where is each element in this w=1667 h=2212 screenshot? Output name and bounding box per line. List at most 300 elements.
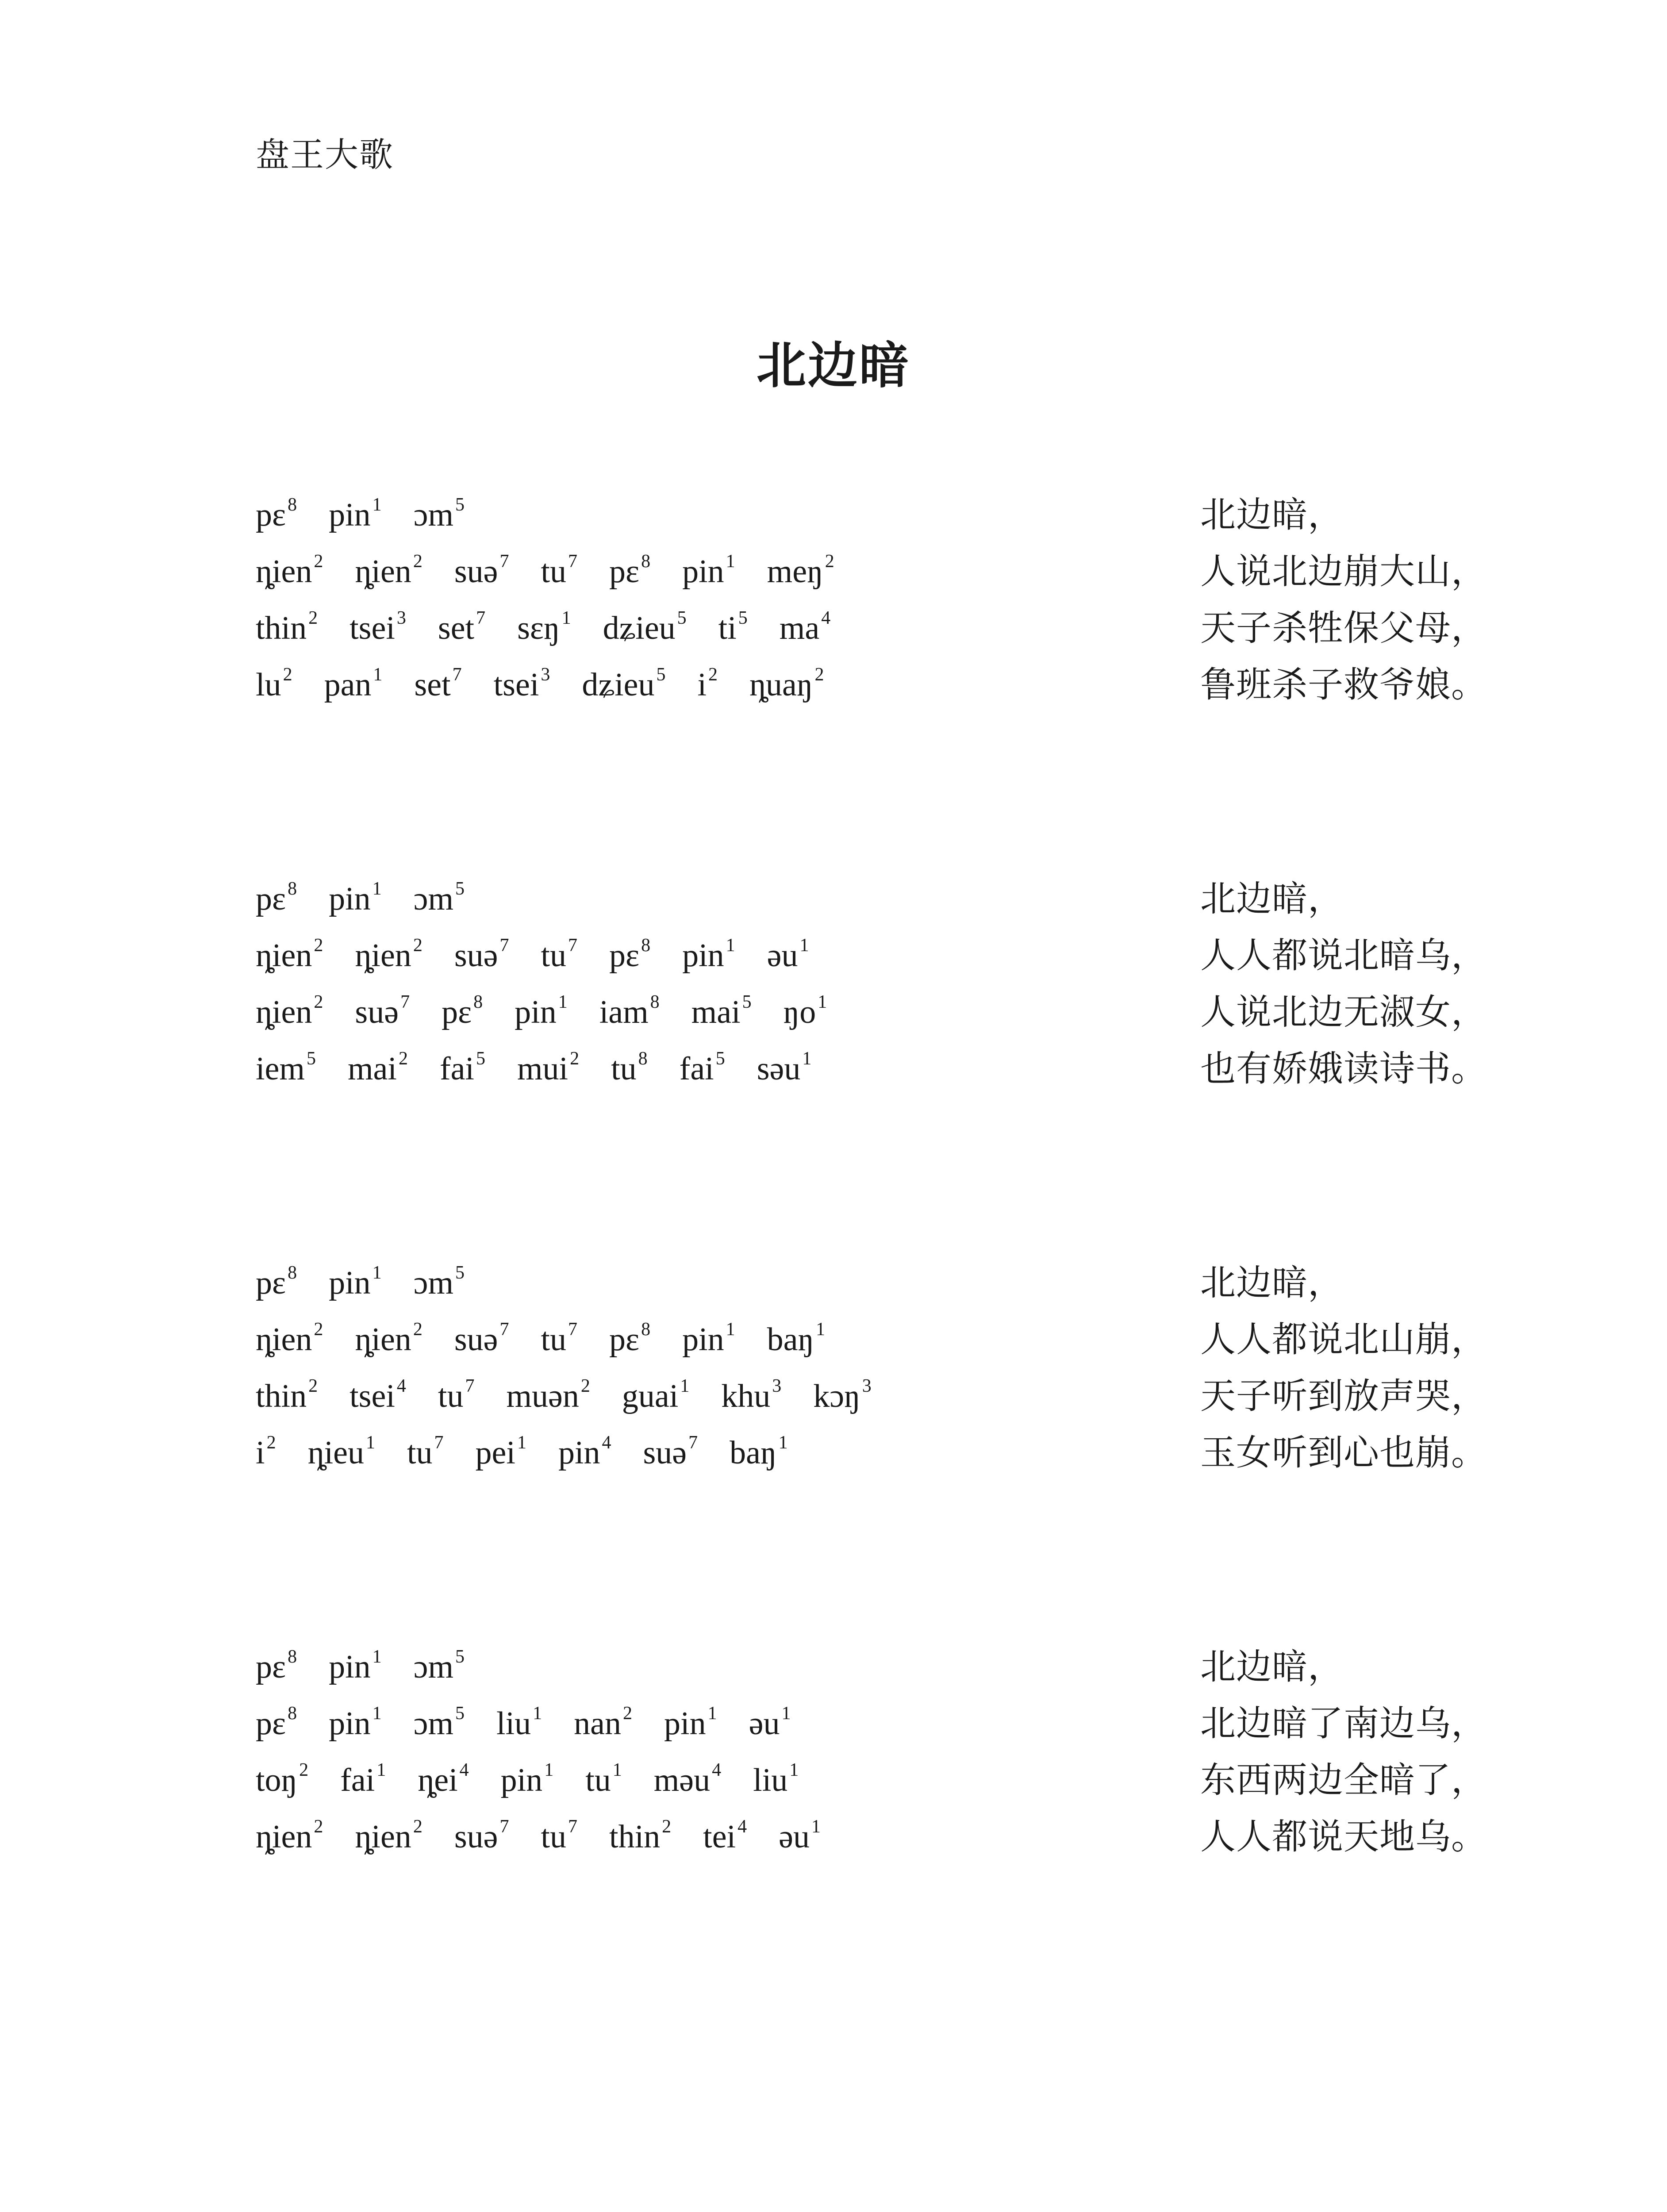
syllable — [454, 543, 509, 600]
syllable — [256, 1368, 318, 1425]
romanized-line — [256, 984, 859, 1041]
syllable-text: ŋo — [783, 994, 816, 1030]
tone-number: 1 — [372, 1703, 382, 1724]
romanized-line — [256, 1695, 822, 1752]
chinese-line: 东西两边全暗了， — [1200, 1759, 1487, 1801]
chinese-line: 人说北边无淑女， — [1200, 991, 1487, 1033]
syllable — [517, 1041, 579, 1097]
tone-number: 2 — [314, 935, 323, 956]
tone-number: 7 — [452, 664, 462, 685]
syllable-text: səu — [757, 1051, 801, 1087]
tone-number: 2 — [662, 1816, 672, 1837]
syllable-text: mui — [517, 1051, 568, 1087]
syllable — [609, 1311, 650, 1368]
syllable-text: tu — [407, 1435, 433, 1471]
syllable — [414, 1255, 465, 1311]
verse-line — [256, 1311, 1494, 1368]
syllable — [256, 1639, 297, 1695]
syllable-text: pin — [329, 881, 371, 917]
tone-number: 4 — [712, 1760, 722, 1781]
tone-number: 3 — [772, 1376, 782, 1397]
tone-number: 1 — [726, 1319, 735, 1340]
syllable — [541, 927, 577, 984]
tone-number: 5 — [455, 1647, 465, 1667]
tone-number: 2 — [623, 1703, 633, 1724]
syllable — [438, 600, 485, 657]
tone-number: 7 — [400, 992, 410, 1013]
syllable — [256, 1311, 323, 1368]
syllable-text: tei — [703, 1819, 736, 1855]
tone-number: 4 — [602, 1432, 611, 1453]
syllable-text: liu — [496, 1705, 531, 1742]
syllable — [784, 984, 827, 1041]
syllable — [749, 1695, 791, 1752]
syllable — [691, 984, 752, 1041]
syllable-text: meŋ — [767, 553, 823, 590]
tone-number: 1 — [802, 1048, 812, 1069]
chinese-line: 北边暗， — [1200, 1262, 1344, 1303]
romanized-line — [256, 1752, 830, 1809]
syllable-text: suə — [454, 1819, 498, 1855]
syllable — [355, 543, 422, 600]
tone-number: 1 — [726, 551, 735, 572]
syllable-text: set — [438, 610, 475, 646]
verse-line — [256, 1368, 1494, 1425]
tone-number: 8 — [288, 495, 297, 515]
syllable-text: pɛ — [256, 497, 286, 533]
syllable-text: ȵien — [256, 937, 312, 974]
syllable-text: suə — [643, 1435, 687, 1471]
tone-number: 8 — [641, 1319, 651, 1340]
syllable — [703, 1809, 747, 1865]
syllable — [767, 927, 809, 984]
syllable-text: əu — [749, 1705, 780, 1742]
tone-number: 5 — [455, 495, 465, 515]
tone-number: 5 — [306, 1048, 316, 1069]
syllable-text: mai — [347, 1051, 397, 1087]
verse-line — [256, 871, 1494, 927]
poem-body — [256, 487, 1494, 2023]
tone-number: 4 — [396, 1376, 406, 1397]
syllable — [418, 1752, 469, 1809]
syllable-text: pin — [664, 1705, 706, 1742]
syllable-text: ȵien — [256, 553, 312, 590]
syllable-text: ȵien — [355, 1321, 411, 1358]
syllable — [329, 1639, 382, 1695]
tone-number: 8 — [638, 1048, 648, 1069]
syllable — [256, 1752, 308, 1809]
syllable-text: pin — [682, 937, 724, 974]
syllable-text: tu — [541, 1321, 567, 1358]
tone-number: 2 — [314, 1319, 323, 1340]
romanized-line — [256, 1809, 853, 1865]
chinese-line: 天子听到放声哭， — [1200, 1375, 1487, 1417]
syllable — [348, 1041, 408, 1097]
syllable-text: dʑieu — [582, 667, 655, 703]
syllable — [813, 1368, 871, 1425]
syllable-text: iam — [599, 994, 649, 1030]
tone-number: 3 — [396, 608, 406, 629]
syllable — [501, 1752, 554, 1809]
syllable — [515, 984, 568, 1041]
syllable — [454, 1809, 509, 1865]
syllable-text: ɔm — [413, 881, 454, 917]
syllable-text: fai — [439, 1051, 474, 1087]
syllable-text: pin — [558, 1435, 600, 1471]
chinese-line: 人人都说天地乌。 — [1200, 1816, 1487, 1857]
tone-number: 4 — [821, 608, 831, 629]
poem-title: 北边暗 — [757, 337, 910, 395]
syllable — [329, 871, 382, 927]
syllable — [476, 1425, 526, 1481]
syllable-text: guai — [622, 1378, 679, 1414]
syllable-text: lu — [256, 667, 281, 703]
syllable — [340, 1752, 386, 1809]
syllable-text: nan — [574, 1705, 622, 1742]
syllable-text: tu — [541, 1819, 567, 1855]
syllable-text: ɔm — [413, 1705, 454, 1742]
tone-number: 5 — [455, 879, 465, 899]
syllable-text: pin — [500, 1762, 543, 1798]
verse-line — [256, 1809, 1494, 1865]
syllable — [611, 1041, 648, 1097]
tone-number: 5 — [656, 664, 666, 685]
syllable-text: mai — [691, 994, 741, 1030]
chinese-line: 玉女听到心也崩。 — [1200, 1432, 1487, 1473]
tone-number: 5 — [677, 608, 687, 629]
tone-number: 5 — [738, 608, 748, 629]
tone-number: 7 — [568, 551, 578, 572]
tone-number: 5 — [742, 992, 752, 1013]
tone-number: 2 — [308, 608, 318, 629]
tone-number: 1 — [558, 992, 568, 1013]
tone-number: 2 — [314, 1816, 323, 1837]
syllable-text: fai — [340, 1762, 375, 1798]
tone-number: 4 — [737, 1816, 747, 1837]
syllable-text: i — [697, 667, 707, 703]
stanza — [256, 1639, 1494, 1865]
tone-number: 1 — [544, 1760, 554, 1781]
syllable-text: tu — [541, 553, 567, 590]
tone-number: 1 — [533, 1703, 542, 1724]
tone-number: 1 — [781, 1703, 791, 1724]
tone-number: 3 — [541, 664, 550, 685]
tone-number: 7 — [568, 1816, 578, 1837]
syllable — [721, 1368, 781, 1425]
tone-number: 7 — [434, 1432, 444, 1453]
tone-number: 2 — [398, 1048, 408, 1069]
syllable — [329, 1695, 382, 1752]
syllable — [718, 600, 748, 657]
syllable — [622, 1368, 689, 1425]
tone-number: 8 — [288, 1263, 297, 1283]
tone-number: 2 — [266, 1432, 276, 1453]
syllable — [414, 1639, 465, 1695]
syllable — [654, 1752, 721, 1809]
syllable — [442, 984, 483, 1041]
tone-number: 1 — [372, 879, 382, 899]
syllable-text: pin — [329, 497, 371, 533]
syllable — [574, 1695, 632, 1752]
syllable — [355, 927, 422, 984]
tone-number: 2 — [708, 664, 718, 685]
syllable-text: baŋ — [767, 1321, 814, 1358]
tone-number: 5 — [455, 1263, 465, 1283]
tone-number: 7 — [688, 1432, 698, 1453]
chinese-line: 人人都说北暗乌， — [1200, 935, 1487, 976]
syllable-text: ma — [779, 610, 820, 646]
tone-number: 7 — [499, 1816, 509, 1837]
tone-number: 2 — [299, 1760, 309, 1781]
romanized-line — [256, 657, 856, 713]
tone-number: 5 — [476, 1048, 485, 1069]
tone-number: 2 — [314, 992, 323, 1013]
romanized-line — [256, 1311, 857, 1368]
syllable — [355, 1311, 422, 1368]
syllable-text: pin — [329, 1705, 371, 1742]
syllable — [256, 543, 323, 600]
syllable-text: pɛ — [609, 937, 640, 974]
tone-number: 5 — [715, 1048, 725, 1069]
tone-number: 2 — [413, 935, 423, 956]
syllable — [582, 657, 665, 713]
tone-number: 1 — [789, 1760, 799, 1781]
syllable — [541, 543, 577, 600]
syllable-text: pin — [682, 553, 724, 590]
chinese-line: 人人都说北山崩， — [1200, 1319, 1487, 1360]
tone-number: 2 — [413, 1816, 423, 1837]
tone-number: 2 — [825, 551, 834, 572]
syllable — [682, 543, 735, 600]
tone-number: 8 — [288, 1703, 297, 1724]
syllable-text: khu — [721, 1378, 771, 1414]
running-head: 盘王大歌 — [256, 135, 394, 174]
syllable-text: thin — [609, 1819, 661, 1855]
syllable — [256, 1809, 323, 1865]
syllable-text: iem — [256, 1051, 305, 1087]
romanized-line — [256, 1425, 820, 1481]
syllable — [350, 1368, 406, 1425]
syllable-text: pin — [515, 994, 557, 1030]
syllable — [541, 1311, 577, 1368]
syllable-text: ȵien — [355, 553, 411, 590]
tone-number: 2 — [580, 1376, 590, 1397]
syllable-text: suə — [355, 994, 399, 1030]
syllable-text: ȵei — [418, 1762, 458, 1798]
syllable-text: i — [256, 1435, 265, 1471]
syllable-text: fai — [679, 1051, 714, 1087]
romanized-line — [256, 871, 496, 927]
syllable-text: ɔm — [413, 497, 454, 533]
syllable — [767, 1311, 825, 1368]
syllable-text: muən — [506, 1378, 579, 1414]
romanized-line — [256, 1368, 903, 1425]
syllable — [256, 1425, 276, 1481]
tone-number: 1 — [707, 1703, 717, 1724]
romanized-line — [256, 487, 496, 543]
tone-number: 8 — [473, 992, 483, 1013]
syllable — [664, 1695, 717, 1752]
syllable — [609, 927, 650, 984]
verse-line — [256, 927, 1494, 984]
syllable — [329, 487, 382, 543]
syllable-text: liu — [753, 1762, 788, 1798]
verse-line — [256, 543, 1494, 600]
tone-number: 7 — [499, 1319, 509, 1340]
verse-line — [256, 487, 1494, 543]
stanza — [256, 871, 1494, 1097]
tone-number: 2 — [814, 664, 824, 685]
syllable — [256, 487, 297, 543]
syllable — [599, 984, 660, 1041]
syllable — [454, 927, 509, 984]
syllable — [414, 657, 461, 713]
romanized-line — [256, 927, 841, 984]
tone-number: 8 — [650, 992, 660, 1013]
syllable — [749, 657, 824, 713]
tone-number: 1 — [799, 935, 809, 956]
verse-line — [256, 1041, 1494, 1097]
syllable-text: pɛ — [256, 881, 286, 917]
syllable — [324, 657, 383, 713]
tone-number: 7 — [499, 551, 509, 572]
tone-number: 1 — [818, 992, 827, 1013]
syllable — [454, 1311, 509, 1368]
syllable — [609, 1809, 671, 1865]
tone-number: 1 — [612, 1760, 622, 1781]
chinese-line: 鲁班杀子救爷娘。 — [1200, 664, 1487, 705]
syllable-text: pin — [329, 1265, 371, 1301]
syllable — [407, 1425, 444, 1481]
syllable-text: suə — [454, 1321, 498, 1358]
syllable — [541, 1809, 577, 1865]
syllable-text: əu — [767, 937, 798, 974]
syllable — [256, 1041, 316, 1097]
syllable — [350, 600, 406, 657]
verse-line — [256, 1639, 1494, 1695]
syllable-text: pɛ — [609, 1321, 640, 1358]
tone-number: 7 — [568, 1319, 578, 1340]
syllable-text: ti — [718, 610, 737, 646]
syllable — [506, 1368, 590, 1425]
syllable — [780, 600, 830, 657]
syllable — [256, 927, 323, 984]
syllable-text: pɛ — [609, 553, 640, 590]
syllable — [682, 927, 735, 984]
syllable — [256, 984, 323, 1041]
tone-number: 7 — [568, 935, 578, 956]
tone-number: 1 — [372, 1647, 382, 1667]
syllable-text: tu — [438, 1378, 464, 1414]
syllable-text: suə — [454, 937, 498, 974]
tone-number: 7 — [499, 935, 509, 956]
chinese-line: 天子杀牲保父母， — [1200, 607, 1487, 649]
tone-number: 2 — [413, 1319, 423, 1340]
syllable — [440, 1041, 485, 1097]
syllable — [517, 600, 571, 657]
stanza — [256, 487, 1494, 713]
chinese-line: 人说北边崩大山， — [1200, 551, 1487, 592]
syllable — [757, 1041, 812, 1097]
tone-number: 2 — [283, 664, 292, 685]
tone-number: 1 — [561, 608, 571, 629]
tone-number: 2 — [308, 1376, 318, 1397]
romanized-line — [256, 1255, 496, 1311]
tone-number: 1 — [365, 1432, 375, 1453]
verse-line — [256, 1255, 1494, 1311]
syllable — [494, 657, 550, 713]
syllable — [767, 543, 834, 600]
chinese-line: 北边暗， — [1200, 494, 1344, 535]
tone-number: 7 — [476, 608, 486, 629]
tone-number: 1 — [680, 1376, 690, 1397]
syllable — [682, 1311, 735, 1368]
tone-number: 1 — [372, 1263, 382, 1283]
romanized-line — [256, 1639, 496, 1695]
syllable — [355, 1809, 422, 1865]
syllable — [603, 600, 687, 657]
verse-line — [256, 657, 1494, 713]
stanza — [256, 1255, 1494, 1481]
chinese-line: 北边暗， — [1200, 1646, 1344, 1687]
syllable-text: thin — [256, 610, 307, 646]
verse-line — [256, 1695, 1494, 1752]
syllable-text: dʑieu — [603, 610, 676, 646]
tone-number: 5 — [455, 1703, 465, 1724]
tone-number: 1 — [517, 1432, 526, 1453]
syllable — [256, 657, 292, 713]
verse-line — [256, 600, 1494, 657]
syllable — [643, 1425, 698, 1481]
syllable — [730, 1425, 787, 1481]
chinese-line: 北边暗， — [1200, 878, 1344, 919]
syllable-text: pei — [475, 1435, 515, 1471]
syllable — [414, 871, 465, 927]
romanized-line — [256, 543, 866, 600]
syllable-text: tu — [611, 1051, 637, 1087]
chinese-line: 也有娇娥读诗书。 — [1200, 1048, 1487, 1089]
syllable — [414, 1695, 465, 1752]
syllable-text: ȵien — [256, 1819, 312, 1855]
tone-number: 7 — [465, 1376, 475, 1397]
syllable-text: ȵieu — [307, 1435, 364, 1471]
tone-number: 3 — [862, 1376, 872, 1397]
syllable — [779, 1809, 821, 1865]
tone-number: 2 — [413, 551, 423, 572]
syllable — [753, 1752, 799, 1809]
syllable-text: məu — [653, 1762, 711, 1798]
syllable-text: kɔŋ — [813, 1378, 860, 1414]
tone-number: 8 — [641, 551, 651, 572]
syllable — [308, 1425, 375, 1481]
syllable-text: suə — [454, 553, 498, 590]
syllable-text: pɛ — [256, 1705, 286, 1742]
tone-number: 1 — [726, 935, 735, 956]
syllable-text: toŋ — [256, 1762, 298, 1798]
tone-number: 4 — [459, 1760, 469, 1781]
tone-number: 1 — [376, 1760, 386, 1781]
verse-line — [256, 984, 1494, 1041]
syllable-text: tu — [585, 1762, 611, 1798]
syllable-text: ȵuaŋ — [749, 667, 813, 703]
syllable-text: sɛŋ — [517, 610, 560, 646]
syllable-text: pɛ — [256, 1649, 286, 1685]
tone-number: 8 — [288, 879, 297, 899]
syllable-text: tu — [541, 937, 567, 974]
syllable — [256, 1255, 297, 1311]
syllable — [355, 984, 410, 1041]
syllable — [414, 487, 465, 543]
